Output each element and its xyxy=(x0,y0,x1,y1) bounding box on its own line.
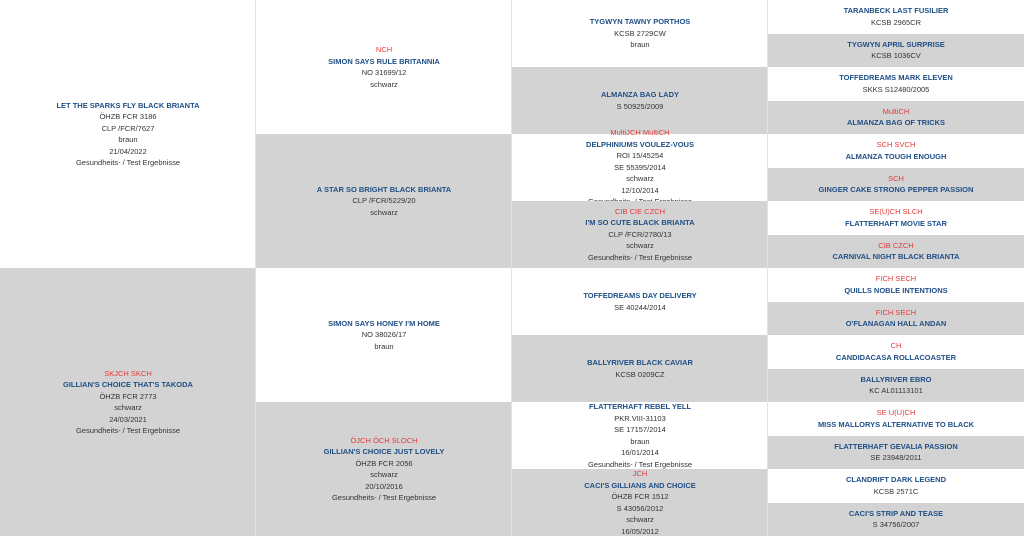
dog-name-link[interactable]: CACI'S GILLIANS AND CHOICE xyxy=(584,480,696,492)
dog-name-link[interactable]: I'M SO CUTE BLACK BRIANTA xyxy=(585,217,694,229)
dog-detail: 16/01/2014 xyxy=(621,447,659,459)
dog-detail: ÖHZB FCR 2773 xyxy=(99,391,156,403)
dog-detail: SE 17157/2014 xyxy=(614,424,666,436)
dog-name-link[interactable]: GINGER CAKE STRONG PEPPER PASSION xyxy=(819,184,974,196)
dog-detail: schwarz xyxy=(370,79,398,91)
dog-name-link[interactable]: ALMANZA BAG LADY xyxy=(601,89,679,101)
pedigree-cell xyxy=(0,0,256,268)
dog-detail: schwarz xyxy=(370,207,398,219)
dog-detail: 24/03/2021 xyxy=(109,414,147,426)
dog-name-link[interactable]: TYGWYN APRIL SURPRISE xyxy=(847,39,945,51)
dog-detail: KC AL01113101 xyxy=(869,385,923,397)
dog-detail: ROI 15/45254 xyxy=(617,150,664,162)
pedigree-cell xyxy=(768,469,1024,503)
dog-name-link[interactable]: FLATTERHAFT MOVIE STAR xyxy=(845,218,947,230)
pedigree-cell xyxy=(768,268,1024,302)
pedigree-cell xyxy=(256,0,512,134)
dog-name-link[interactable]: A STAR SO BRIGHT BLACK BRIANTA xyxy=(317,184,451,196)
dog-detail: braun xyxy=(630,39,649,51)
dog-detail: 12/10/2014 xyxy=(621,185,659,197)
pedigree-cell xyxy=(256,402,512,536)
dog-detail: SE 55395/2014 xyxy=(614,162,666,174)
dog-titles: SKJCH SKCH xyxy=(104,368,152,380)
dog-name-link[interactable]: TOFFEDREAMS MARK ELEVEN xyxy=(839,72,953,84)
dog-name-link[interactable]: GILLIAN'S CHOICE JUST LOVELY xyxy=(324,446,445,458)
dog-name-link[interactable]: CANDIDACASA ROLLACOASTER xyxy=(836,352,956,364)
pedigree-cell xyxy=(768,0,1024,34)
dog-detail: S 43056/2012 xyxy=(617,503,664,515)
dog-detail: CLP /FCR/7627 xyxy=(102,123,155,135)
dog-name-link[interactable]: BALLYRIVER EBRO xyxy=(861,374,932,386)
dog-detail: Gesundheits- / Test Ergebnisse xyxy=(588,459,692,471)
pedigree-cell xyxy=(768,402,1024,436)
column-divider xyxy=(255,0,256,536)
dog-name-link[interactable]: LET THE SPARKS FLY BLACK BRIANTA xyxy=(56,100,199,112)
pedigree-cell xyxy=(768,34,1024,68)
pedigree-cell xyxy=(512,402,768,469)
pedigree-cell xyxy=(768,134,1024,168)
pedigree-cell xyxy=(768,235,1024,269)
pedigree-cell xyxy=(768,67,1024,101)
dog-detail: ÖHZB FCR 3186 xyxy=(99,111,156,123)
column-divider xyxy=(511,0,512,536)
dog-detail: 21/04/2022 xyxy=(109,146,147,158)
dog-detail: CLP /FCR/5229/20 xyxy=(352,195,415,207)
dog-titles: SCH xyxy=(888,173,904,185)
dog-detail: Gesundheits- / Test Ergebnisse xyxy=(76,157,180,169)
dog-name-link[interactable]: MISS MALLORYS ALTERNATIVE TO BLACK xyxy=(818,419,974,431)
dog-detail: schwarz xyxy=(114,402,142,414)
pedigree-cell xyxy=(256,134,512,268)
dog-detail: ÖHZB FCR 1512 xyxy=(611,491,668,503)
pedigree-cell xyxy=(0,268,256,536)
dog-titles: MultiCH xyxy=(883,106,910,118)
dog-name-link[interactable]: BALLYRIVER BLACK CAVIAR xyxy=(587,357,693,369)
pedigree-cell xyxy=(512,201,768,268)
dog-name-link[interactable]: CACI'S STRIP AND TEASE xyxy=(849,508,943,520)
dog-detail: NO 38026/17 xyxy=(362,329,407,341)
dog-detail: S 34756/2007 xyxy=(873,519,920,531)
dog-titles: FICH SECH xyxy=(876,273,916,285)
pedigree-cell xyxy=(256,268,512,402)
dog-name-link[interactable]: QUILLS NOBLE INTENTIONS xyxy=(844,285,947,297)
dog-detail: ÖHZB FCR 2056 xyxy=(355,458,412,470)
dog-titles: CH xyxy=(891,340,902,352)
dog-name-link[interactable]: SIMON SAYS RULE BRITANNIA xyxy=(328,56,440,68)
dog-detail: schwarz xyxy=(626,514,654,526)
pedigree-cell xyxy=(512,0,768,67)
pedigree-cell xyxy=(512,268,768,335)
dog-detail: 16/05/2012 xyxy=(621,526,659,537)
dog-name-link[interactable]: TARANBECK LAST FUSILIER xyxy=(844,5,949,17)
pedigree-cell xyxy=(768,503,1024,537)
dog-titles: FICH SECH xyxy=(876,307,916,319)
dog-name-link[interactable]: O'FLANAGAN HALL ANDAN xyxy=(846,318,947,330)
dog-detail: braun xyxy=(630,436,649,448)
dog-titles: JCH xyxy=(633,468,648,480)
dog-titles: SCH SVCH xyxy=(877,139,916,151)
dog-name-link[interactable]: TYGWYN TAWNY PORTHOS xyxy=(590,16,691,28)
column-divider xyxy=(767,0,768,536)
pedigree-cell xyxy=(512,67,768,134)
dog-titles: MultiJCH MultiCH xyxy=(610,127,669,139)
dog-detail: S 50925/2009 xyxy=(617,101,664,113)
dog-detail: KCSB 2571C xyxy=(874,486,919,498)
pedigree-cell xyxy=(768,302,1024,336)
dog-detail: KCSB 2965CR xyxy=(871,17,921,29)
dog-name-link[interactable]: ALMANZA BAG OF TRICKS xyxy=(847,117,945,129)
dog-detail: braun xyxy=(118,134,137,146)
pedigree-cell xyxy=(512,469,768,536)
dog-detail: KCSB 2729CW xyxy=(614,28,666,40)
dog-titles: SE U(U)CH xyxy=(877,407,916,419)
dog-name-link[interactable]: FLATTERHAFT REBEL YELL xyxy=(589,401,691,413)
dog-detail: schwarz xyxy=(626,240,654,252)
dog-name-link[interactable]: DELPHINIUMS VOULEZ-VOUS xyxy=(586,139,694,151)
dog-name-link[interactable]: FLATTERHAFT GEVALIA PASSION xyxy=(834,441,957,453)
dog-detail: 20/10/2016 xyxy=(365,481,403,493)
pedigree-cell xyxy=(768,101,1024,135)
dog-detail: Gesundheits- / Test Ergebnisse xyxy=(76,425,180,437)
pedigree-cell xyxy=(768,369,1024,403)
dog-detail: PKR.VIII-31103 xyxy=(614,413,666,425)
dog-titles: CIB CIE CZCH xyxy=(615,206,665,218)
pedigree-cell xyxy=(768,436,1024,470)
dog-detail: schwarz xyxy=(626,173,654,185)
dog-titles: CIB CZCH xyxy=(878,240,913,252)
dog-titles: ÖJCH ÖCH SLOCH xyxy=(350,435,417,447)
dog-detail: KCSB 1036CV xyxy=(871,50,921,62)
dog-detail: SE 40244/2014 xyxy=(614,302,666,314)
dog-detail: SE 23948/2011 xyxy=(870,452,921,464)
pedigree-cell xyxy=(768,168,1024,202)
dog-name-link[interactable]: TOFFEDREAMS DAY DELIVERY xyxy=(583,290,696,302)
pedigree-cell xyxy=(512,134,768,201)
dog-name-link[interactable]: ALMANZA TOUGH ENOUGH xyxy=(846,151,947,163)
dog-name-link[interactable]: GILLIAN'S CHOICE THAT'S TAKODA xyxy=(63,379,193,391)
dog-name-link[interactable]: CARNIVAL NIGHT BLACK BRIANTA xyxy=(832,251,959,263)
pedigree-cell xyxy=(512,335,768,402)
dog-detail: NO 31699/12 xyxy=(362,67,407,79)
dog-detail: Gesundheits- / Test Ergebnisse xyxy=(332,492,436,504)
dog-detail: braun xyxy=(374,341,393,353)
dog-detail: schwarz xyxy=(370,469,398,481)
dog-detail: SKKS S12480/2005 xyxy=(863,84,930,96)
pedigree-cell xyxy=(768,335,1024,369)
dog-detail: Gesundheits- / Test Ergebnisse xyxy=(588,252,692,264)
dog-name-link[interactable]: CLANDRIFT DARK LEGEND xyxy=(846,474,946,486)
dog-titles: NCH xyxy=(376,44,392,56)
dog-detail: CLP /FCR/2780/13 xyxy=(608,229,671,241)
dog-detail: KCSB 0209CZ xyxy=(615,369,664,381)
dog-name-link[interactable]: SIMON SAYS HONEY I'M HOME xyxy=(328,318,440,330)
pedigree-cell xyxy=(768,201,1024,235)
dog-titles: SE(U)CH SLCH xyxy=(869,206,922,218)
